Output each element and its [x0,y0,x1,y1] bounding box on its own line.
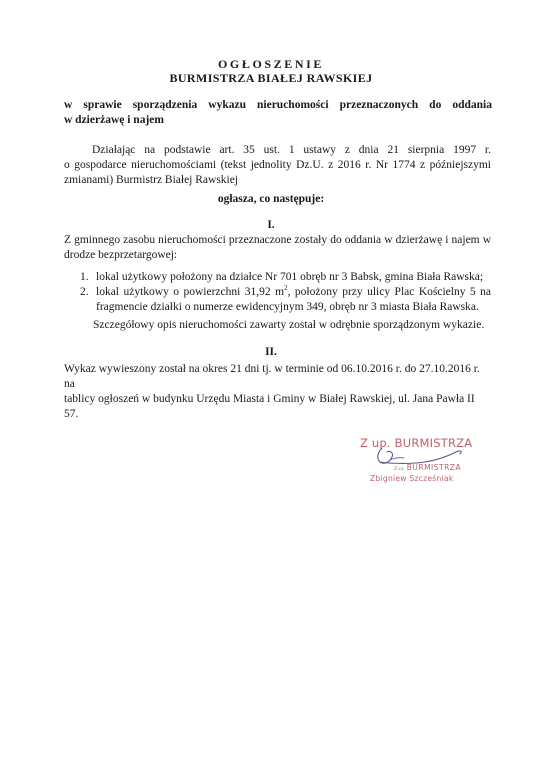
section2-paragraph [64,362,491,422]
document-title: OGŁOSZENIE [217,57,325,71]
subject-line: w dzierżawę i najem [64,114,164,126]
description-note: Szczegółowy opis nieruchomości zawarty został w odrębnie sporządzonym wykazie. [93,319,485,331]
stamp-prefix: Z-ca [394,467,404,472]
intro-line: zmianami) Burmistrz Białej Rawskiej [64,174,239,186]
stamp-title: BURMISTRZA [406,463,462,472]
section1-line: Z gminnego zasobu nieruchomości przeznaczone zostały do oddania w dzierżawę i najem w [64,234,491,246]
section1-paragraph [64,233,491,263]
section2-line: tablicy ogłoszeń w budynku Urzędu Miasta i Gminy w Białej Rawskiej, ul. Jana Pawła II 57. [64,393,475,420]
section1-line: drodze bezprzetargowej: [64,249,178,261]
superscript: 2 [284,284,288,293]
list-item-text-part: lokal użytkowy o powierzchni 31,92 m [96,286,285,298]
signature-stroke [378,448,461,463]
intro-line: o gospodarce nieruchomościami (tekst jednolity Dz.U. z 2016 r. Nr 1774 z późniejszymi [64,159,491,171]
announcement-heading: ogłasza, co następuje: [217,193,325,205]
property-list [80,270,491,315]
list-item [80,270,491,285]
intro-line: Działając na podstawie art. 35 ust. 1 ustawy z dnia 21 sierpnia 1997 r. [92,144,491,156]
list-item-text: lokal użytkowy położony na działce Nr 701 obręb nr 3 Babsk, gmina Biała Rawska; [96,271,484,283]
handwritten-signature [360,442,470,472]
list-item-text [96,285,491,300]
list-item-number: 2. [80,286,89,298]
section-number: I. [267,219,275,231]
section2-line: Wykaz wywieszony został na okres 21 dni tj. w terminie od 06.10.2016 r. do 27.10.2016 r. na [64,363,480,390]
intro-paragraph [64,143,491,188]
list-item-text-part: , położony przy ulicy Plac Kościelny 5 na [287,286,491,298]
section-number: II. [265,346,277,358]
stamp-name: Zbigniew Szcześniak [370,474,454,483]
stamp-line: Z up. BURMISTRZA [360,436,473,450]
list-item-number: 1. [80,271,89,283]
subject-line: w sprawie sporządzenia wykazu nieruchomości przeznaczonych do oddania [64,99,492,111]
subject-paragraph [64,98,492,128]
list-item [80,285,491,315]
document-issuer: BURMISTRZA BIAŁEJ RAWSKIEJ [169,71,373,85]
list-item-text: fragmencie działki o numerze ewidencyjnym 349, obręb nr 3 miasta Biała Rawska. [96,301,479,313]
